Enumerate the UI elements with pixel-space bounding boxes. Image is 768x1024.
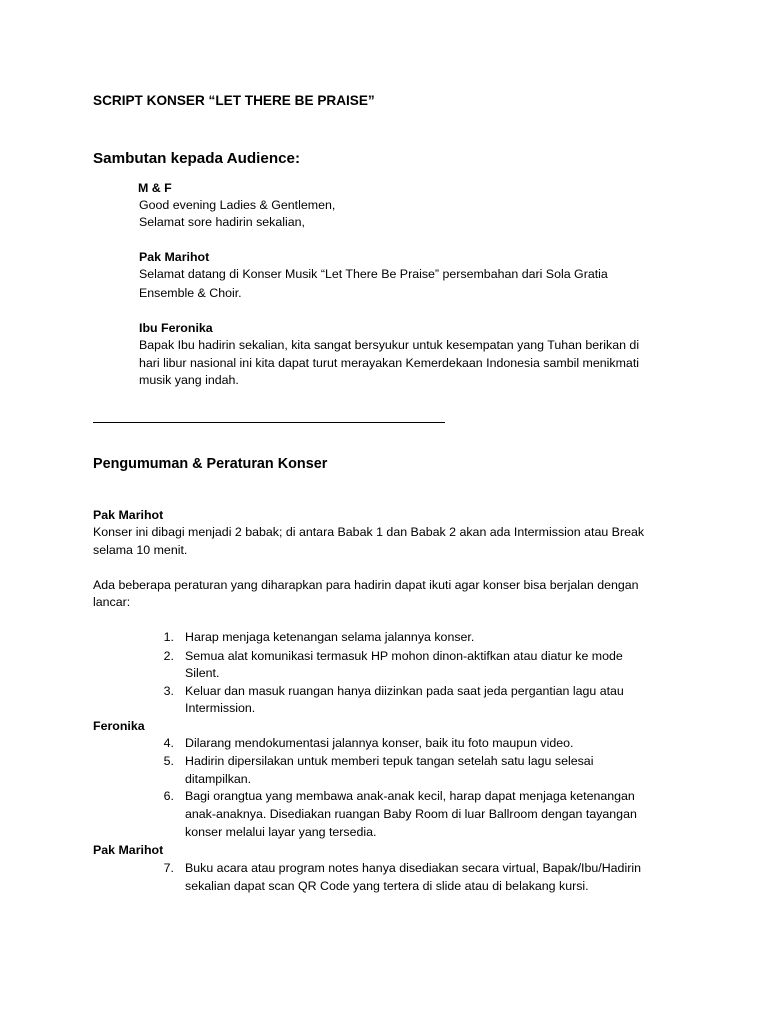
list-number: 5. bbox=[163, 754, 174, 768]
speaker-mf: M & F bbox=[138, 181, 172, 195]
mf-line: Selamat sore hadirin sekalian, bbox=[139, 215, 305, 229]
list-number: 3. bbox=[163, 684, 174, 698]
list-item-text: konser melalui layar yang tersedia. bbox=[185, 825, 377, 839]
marihot-line: Selamat datang di Konser Musik “Let There Be Praise” persembahan dari Sola Gratia bbox=[139, 267, 608, 281]
speaker-marihot: Pak Marihot bbox=[139, 250, 210, 264]
list-item-text: Semua alat komunikasi termasuk HP mohon dinon-aktifkan atau diatur ke mode bbox=[185, 649, 623, 663]
list-item-text: sekalian dapat scan QR Code yang tertera di slide atau di belakang kursi. bbox=[185, 879, 589, 893]
feronika-line: Bapak Ibu hadirin sekalian, kita sangat bersyukur untuk kesempatan yang Tuhan berikan di bbox=[139, 338, 640, 352]
list-number: 6. bbox=[163, 789, 174, 803]
list-item-text: Buku acara atau program notes hanya disediakan secara virtual, Bapak/Ibu/Hadirin bbox=[185, 861, 641, 875]
list-number: 1. bbox=[163, 630, 174, 644]
speaker-feronika: Feronika bbox=[93, 719, 145, 733]
list-item-text: Silent. bbox=[185, 666, 220, 680]
mf-line: Good evening Ladies & Gentlemen, bbox=[139, 198, 336, 212]
section-heading-rules: Pengumuman & Peraturan Konser bbox=[93, 456, 328, 472]
list-item-text: Bagi orangtua yang membawa anak-anak kecil, harap dapat menjaga ketenangan bbox=[185, 789, 635, 803]
list-item-text: ditampilkan. bbox=[185, 772, 252, 786]
feronika-line: hari libur nasional ini kita dapat turut merayakan Kemerdekaan Indonesia sambil menikmati bbox=[139, 356, 640, 370]
speaker-marihot: Pak Marihot bbox=[93, 508, 164, 522]
list-number: 4. bbox=[163, 736, 174, 750]
intro-line: Konser ini dibagi menjadi 2 babak; di antara Babak 1 dan Babak 2 akan ada Intermission atau Break bbox=[93, 525, 645, 539]
list-item-text: Hadirin dipersilakan untuk memberi tepuk tangan setelah satu lagu selesai bbox=[185, 754, 594, 768]
document-title: SCRIPT KONSER “LET THERE BE PRAISE” bbox=[93, 93, 375, 108]
intro-line: selama 10 menit. bbox=[93, 543, 188, 557]
speaker-marihot: Pak Marihot bbox=[93, 843, 164, 857]
list-item-text: Harap menjaga ketenangan selama jalannya konser. bbox=[185, 630, 475, 644]
speaker-feronika: Ibu Feronika bbox=[139, 321, 213, 335]
marihot-line: Ensemble & Choir. bbox=[139, 286, 242, 300]
section-heading-welcome: Sambutan kepada Audience: bbox=[93, 150, 301, 167]
list-item-text: Intermission. bbox=[185, 701, 256, 715]
list-number: 2. bbox=[163, 649, 174, 663]
list-item-text: Keluar dan masuk ruangan hanya diizinkan pada saat jeda pergantian lagu atau bbox=[185, 684, 624, 698]
separator-line bbox=[93, 422, 445, 423]
feronika-line: musik yang indah. bbox=[139, 373, 239, 387]
list-number: 7. bbox=[163, 861, 174, 875]
rules-intro-line: Ada beberapa peraturan yang diharapkan para hadirin dapat ikuti agar konser bisa berjalan dengan bbox=[93, 578, 639, 592]
rules-intro-line: lancar: bbox=[93, 595, 131, 609]
list-item-text: Dilarang mendokumentasi jalannya konser, baik itu foto maupun video. bbox=[185, 736, 574, 750]
list-item-text: anak-anaknya. Disediakan ruangan Baby Room di luar Ballroom dengan tayangan bbox=[185, 807, 637, 821]
